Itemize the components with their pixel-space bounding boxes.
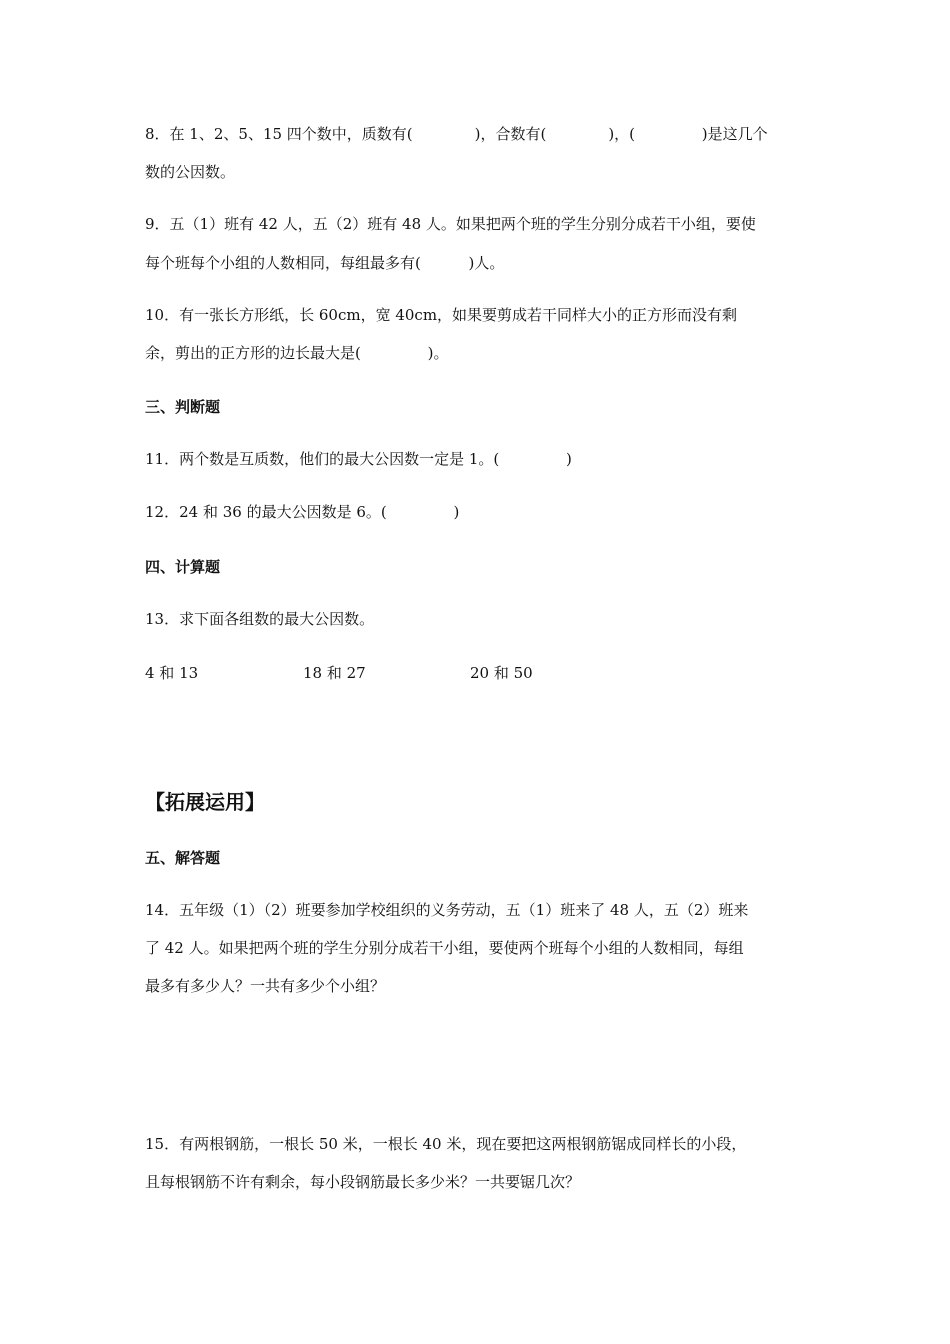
question-15-line-1: 15．有两根钢筋，一根长 50 米，一根长 40 米，现在要把这两根钢筋锯成同样长的小段， (145, 1135, 747, 1153)
question-14-line-2: 了 42 人。如果把两个班的学生分别分成若干小组，要使两个班每个小组的人数相同，每组 (145, 939, 744, 957)
question-14-line-1: 14．五年级（1）（2）班要参加学校组织的义务劳动，五（1）班来了 48 人，五（2）班来 (145, 901, 749, 919)
extension-title: 【拓展运用】 (145, 790, 265, 814)
section-4-title: 四、计算题 (145, 558, 221, 576)
question-9-line-1: 9．五（1）班有 42 人，五（2）班有 48 人。如果把两个班的学生分别分成若干小组，要使 (145, 215, 756, 233)
question-13: 13．求下面各组数的最大公因数。 (145, 610, 375, 628)
question-13-item-3: 20 和 50 (470, 664, 533, 682)
question-13-item-2: 18 和 27 (303, 664, 366, 682)
question-9-line-2: 每个班每个小组的人数相同，每组最多有( )人。 (145, 254, 505, 272)
question-13-item-1: 4 和 13 (145, 664, 199, 682)
question-10-line-2: 余，剪出的正方形的边长最大是( )。 (145, 344, 449, 362)
question-12: 12．24 和 36 的最大公因数是 6。( ) (145, 503, 460, 521)
question-15-line-2: 且每根钢筋不许有剩余，每小段钢筋最长多少米？一共要锯几次？ (145, 1173, 581, 1191)
question-14-line-3: 最多有多少人？一共有多少个小组？ (145, 977, 386, 995)
question-10-line-1: 10．有一张长方形纸，长 60cm，宽 40cm，如果要剪成若干同样大小的正方形而没有剩 (145, 306, 738, 324)
question-8-line-2: 数的公因数。 (145, 163, 236, 181)
question-8-line-1: 8．在 1、2、5、15 四个数中，质数有( )，合数有( )，( )是这几个 (145, 125, 768, 143)
section-3-title: 三、判断题 (145, 398, 221, 416)
question-11: 11．两个数是互质数，他们的最大公因数一定是 1。( ) (145, 450, 572, 468)
section-5-title: 五、解答题 (145, 849, 221, 867)
